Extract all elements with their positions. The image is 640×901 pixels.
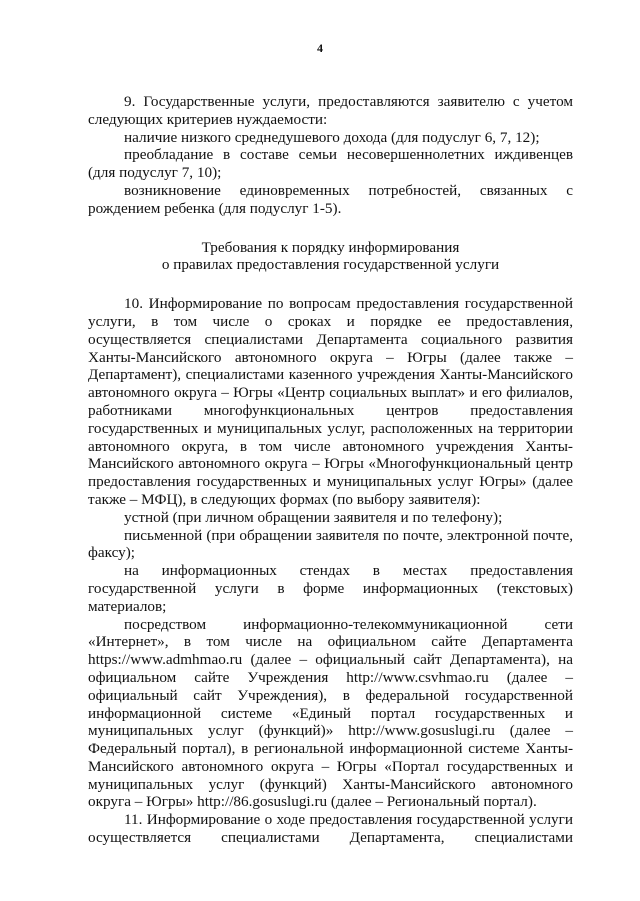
section-10 [88,295,573,811]
page-number: 4 [317,41,323,55]
form-stands: на информационных стендах в местах предоставления государственной услуги в форме информационных (текстовых) материалов; [88,562,573,615]
section-9 [88,93,573,218]
criterion-2: преобладание в составе семьи несовершеннолетних иждивенцев (для подуслуг 7, 10); [88,146,573,182]
section-9-intro: 9. Государственные услуги, предоставляются заявителю с учетом следующих критериев нуждаемости: [88,93,573,128]
form-internet: посредством информационно-телекоммуникационной сети «Интернет», в том числе на официальном сайте Департамента https://www.admhmao.ru (далее – официальный сайт Департамента), на официальном сайте Учреждения http://www.csvhmao.ru (далее – официальный сайт Учреждения), в федеральной государственной информационной системе «Единый портал государственных и муниципальных услуг (функций)» http://www.gosuslugi.ru (далее – Федеральный портал), в региональной информационной системе Ханты-Мансийского автономного округа – Югры «Портал государственных и муниципальных услуг (функций) Ханты-Мансийского автономного округа – Югры» http://86.gosuslugi.ru (далее – Региональный портал). [88,615,573,811]
criterion-1: наличие низкого среднедушевого дохода (для подуслуг 6, 7, 12); [124,128,540,146]
section-10-main: 10. Информирование по вопросам предоставления государственной услуги, в том числе о сроках и порядке ее предоставления, осуществляется специалистами Департамента социального развития Ханты-Мансийского автономного округа – Югры (далее также – Департамент), специалистами казенного учреждения Ханты-Мансийского автономного округа – Югры «Центр социальных выплат» и его филиалов, работниками многофункциональных центров предоставления государственных и муниципальных услуг, расположенных на территории автономного округа, в том числе автономного учреждения Ханты-Мансийского автономного округа – Югры «Многофункциональный центр предоставления государственных и муниципальных услуг Югры» (далее также – МФЦ), в следующих формах (по выбору заявителя): [88,295,573,508]
form-oral: устной (при личном обращении заявителя и по телефону); [124,508,503,526]
heading-line-2: о правилах предоставления государственной услуги [161,256,500,274]
criterion-3: возникновение единовременных потребностей, связанных с рождением ребенка (для подуслуг 1-5). [88,181,573,217]
heading-line-1: Требования к порядку информирования [201,238,460,256]
section-heading [88,239,573,275]
document-body [88,93,573,847]
form-written: письменной (при обращении заявителя по почте, электронной почте, факсу); [88,526,573,562]
section-11 [88,811,573,847]
section-11-start: 11. Информирование о ходе предоставления государственной услуги осуществляется специалистами Департамента, специалистами [88,811,573,847]
